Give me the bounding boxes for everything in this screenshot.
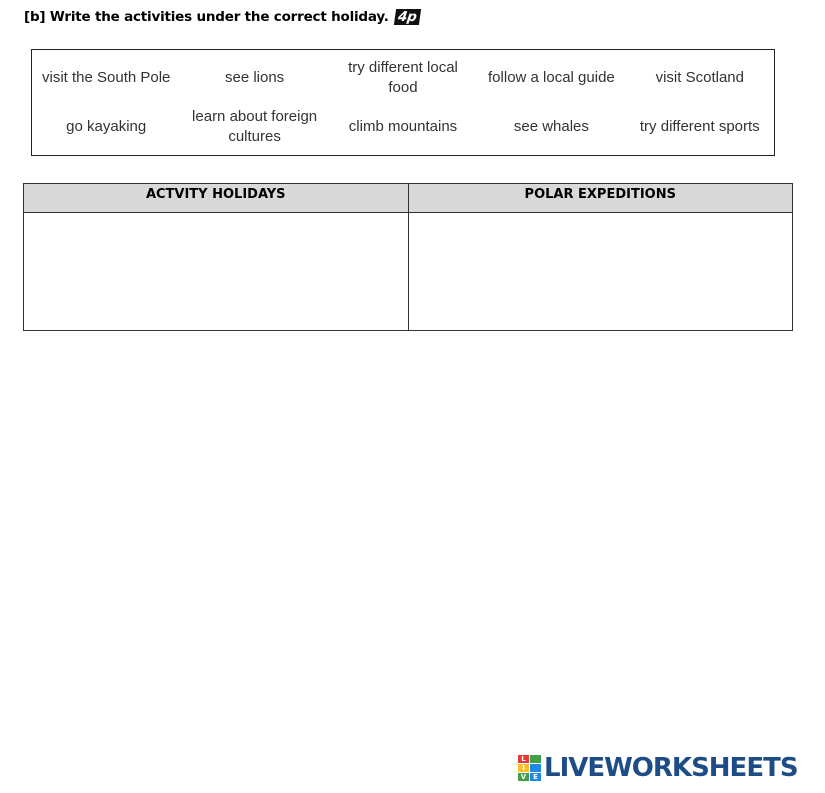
word-bank-item[interactable]: climb mountains — [348, 118, 458, 136]
header-polar-expeditions: POLAR EXPEDITIONS — [408, 184, 793, 213]
word-bank-item[interactable]: visit Scotland — [655, 68, 744, 86]
word-bank-item[interactable]: try different local food — [348, 58, 458, 96]
word-bank — [31, 49, 775, 156]
drop-zone-polar-expeditions[interactable] — [408, 213, 793, 331]
word-bank-item[interactable]: try different sports — [639, 118, 760, 136]
logo-text: LIVEWORKSHEETS — [544, 753, 798, 783]
instruction — [24, 9, 420, 25]
instruction-text: [b] Write the activities under the correct holiday. — [24, 9, 389, 25]
word-bank-item[interactable]: learn about foreign cultures — [192, 108, 318, 146]
header-activity-holidays: ACTVITY HOLIDAYS — [24, 184, 409, 213]
answer-table — [23, 183, 793, 331]
points-badge: 4p — [394, 9, 421, 25]
drop-zone-activity-holidays[interactable] — [24, 213, 409, 331]
logo-mark-icon: L I V E — [518, 755, 541, 781]
word-bank-item[interactable]: go kayaking — [66, 118, 147, 136]
word-bank-item[interactable]: follow a local guide — [488, 68, 615, 86]
word-bank-item[interactable]: see whales — [513, 118, 589, 136]
word-bank-item[interactable]: see lions — [224, 68, 285, 86]
word-bank-item[interactable]: visit the South Pole — [41, 68, 171, 86]
liveworksheets-logo — [518, 754, 798, 782]
